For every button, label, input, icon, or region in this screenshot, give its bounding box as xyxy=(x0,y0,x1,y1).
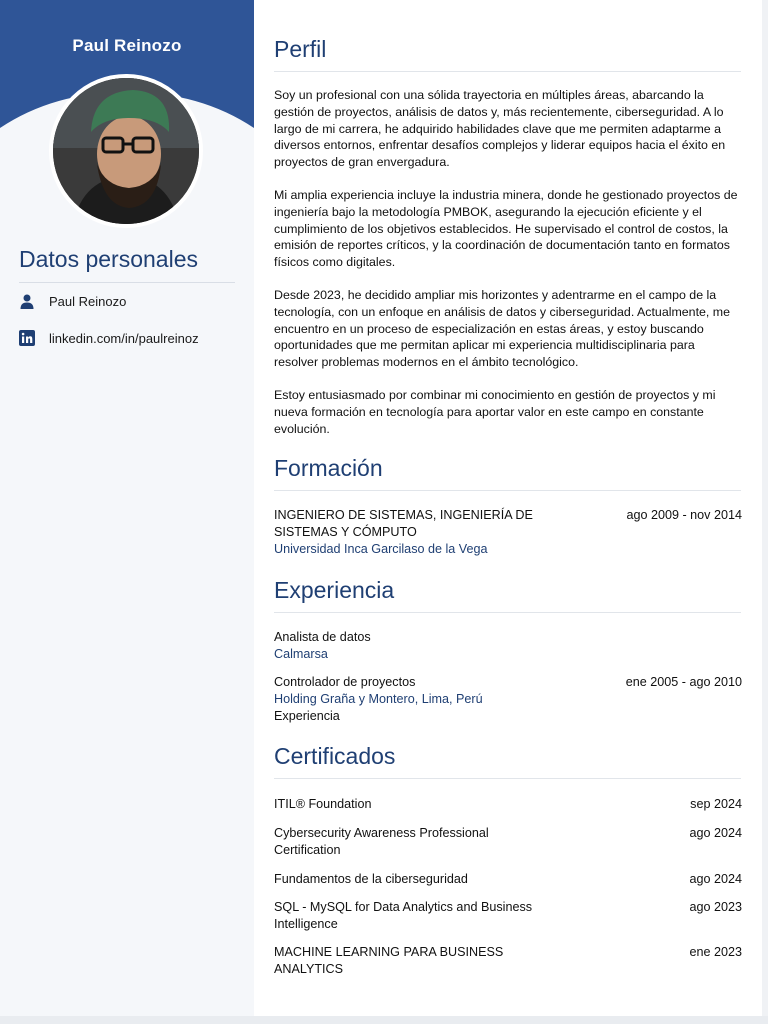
page-bottom-edge xyxy=(0,1016,768,1024)
person-icon xyxy=(19,293,35,309)
profile-paragraph-4: Estoy entusiasmado por combinar mi conocimiento en gestión de proyectos y mi nueva formación en tecnología para aportar valor en este campo en constante evolución. xyxy=(274,388,716,436)
personal-data-heading: Datos personales xyxy=(19,246,235,283)
certificate-date: ago 2024 xyxy=(689,872,742,886)
experience-entry xyxy=(274,674,742,725)
education-entry xyxy=(274,507,742,558)
degree-institution: Universidad Inca Garcilaso de la Vega xyxy=(274,542,488,556)
job-company: Holding Graña y Montero, Lima, Perú xyxy=(274,692,483,706)
profile-paragraph-3: Desde 2023, he decidido ampliar mis horizontes y adentrarme en el campo de la tecnología, con un enfoque en análisis de datos y ciberseguridad. Actualmente, me encuentro en un proceso de especialización en estas áreas, y estoy buscando oportunidades que me permitan aplicar mi experiencia multidisciplinaria para resolver problemas modernos en el ámbito tecnológico. xyxy=(274,288,730,370)
job-description: Experiencia xyxy=(274,709,340,723)
sidebar-name-text: Paul Reinozo xyxy=(49,293,127,309)
job-date: ene 2005 - ago 2010 xyxy=(625,675,742,689)
profile-paragraph-1: Soy un profesional con una sólida trayectoria en múltiples áreas, abarcando la gestión de proyectos, análisis de datos y, más recientemente, ciberseguridad. A lo largo de mi carrera, he adquirido habilidades clave que me permiten adaptarme a diversos entornos, enfrentar desafíos complejos y liderar equipos hacia el éxito en proyectos de gran envergadura. xyxy=(274,88,726,170)
sidebar xyxy=(0,0,254,1024)
linkedin-link[interactable]: linkedin.com/in/paulreinoz xyxy=(49,330,199,346)
certificate-date: ene 2023 xyxy=(689,945,742,959)
certificate-date: sep 2024 xyxy=(690,797,742,811)
profile-photo xyxy=(49,74,203,228)
main-content xyxy=(254,0,762,1024)
certificate-item xyxy=(274,899,742,933)
certificates-heading: Certificados xyxy=(274,743,741,779)
certificate-item xyxy=(274,825,742,859)
certificate-title: Cybersecurity Awareness Professional Certification xyxy=(274,826,489,857)
sidebar-item-linkedin[interactable] xyxy=(19,330,199,346)
certificate-date: ago 2024 xyxy=(689,826,742,840)
certificate-date: ago 2023 xyxy=(689,900,742,914)
experience-heading: Experiencia xyxy=(274,577,741,613)
certificate-item xyxy=(274,796,742,813)
profile-heading: Perfil xyxy=(274,36,741,72)
certificate-title: Fundamentos de la ciberseguridad xyxy=(274,872,468,886)
degree-title: INGENIERO DE SISTEMAS, INGENIERÍA DE SISTEMAS Y CÓMPUTO xyxy=(274,508,533,539)
job-company: Calmarsa xyxy=(274,647,328,661)
sidebar-item-name xyxy=(19,293,126,309)
certificate-item xyxy=(274,871,742,888)
page-edge xyxy=(762,0,768,1024)
job-title: Controlador de proyectos xyxy=(274,675,416,689)
job-title: Analista de datos xyxy=(274,630,371,644)
experience-entry xyxy=(274,629,742,663)
profile-paragraph-2: Mi amplia experiencia incluye la industria minera, donde he gestionado proyectos de ingeniería bajo la metodología PMBOK, asegurando la ejecución eficiente y el cumplimiento de los objetivos establecidos. He supervisado el control de costos, la emisión de reportes críticos, y la coordinación de documentación tanto en formatos físicos como digitales. xyxy=(274,188,738,270)
education-heading: Formación xyxy=(274,455,741,491)
certificate-title: SQL - MySQL for Data Analytics and Business Intelligence xyxy=(274,900,533,931)
certificate-title: ITIL® Foundation xyxy=(274,797,372,811)
linkedin-icon xyxy=(19,330,35,346)
certificate-title: MACHINE LEARNING PARA BUSINESS ANALYTICS xyxy=(274,945,504,976)
candidate-name: Paul Reinozo xyxy=(72,36,182,55)
degree-date: ago 2009 - nov 2014 xyxy=(626,508,742,522)
certificate-item xyxy=(274,944,742,978)
person-photo-icon xyxy=(53,78,199,224)
